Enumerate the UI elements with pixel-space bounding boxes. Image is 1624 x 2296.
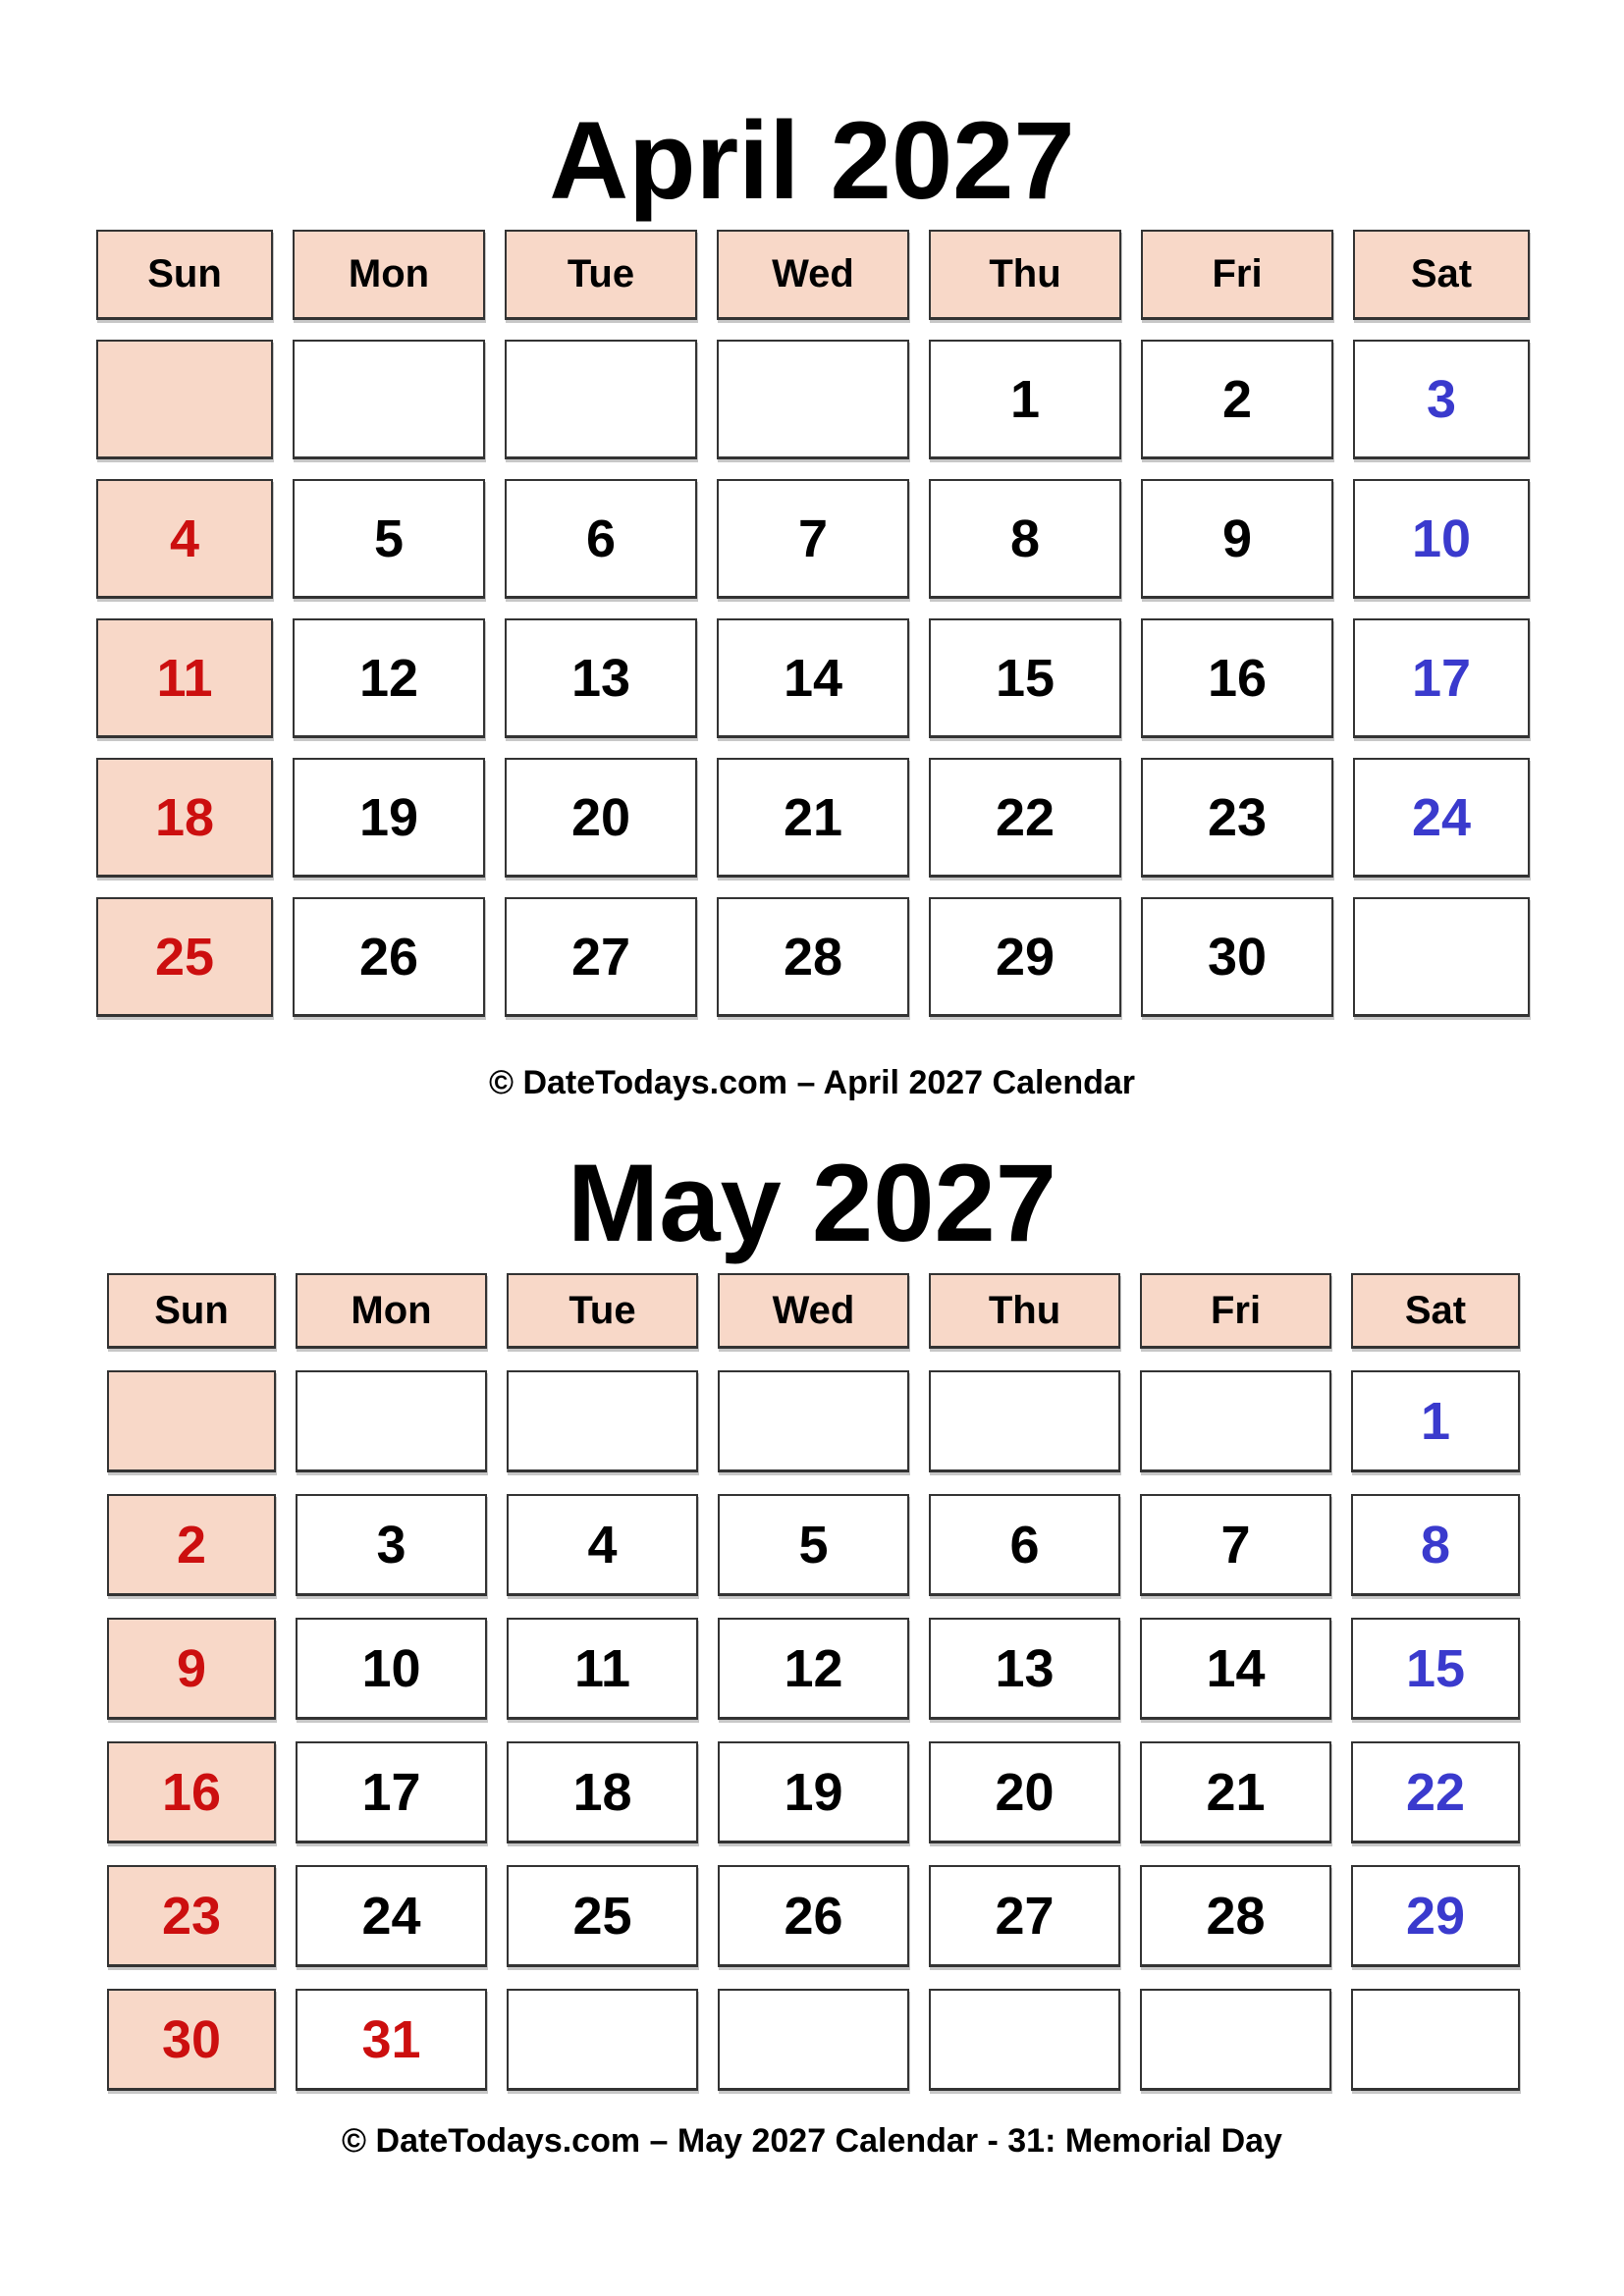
day-number: 12 bbox=[784, 1638, 843, 1698]
empty-day-cell bbox=[1140, 1370, 1331, 1472]
day-cell-10 bbox=[1353, 479, 1530, 599]
empty-day-cell bbox=[929, 1370, 1120, 1472]
day-number: 9 bbox=[176, 1638, 207, 1698]
day-number: 1 bbox=[1009, 369, 1041, 429]
day-number: 11 bbox=[156, 648, 213, 708]
day-header-label: Wed bbox=[772, 252, 854, 295]
day-number: 14 bbox=[1206, 1638, 1266, 1698]
day-number: 8 bbox=[1420, 1515, 1451, 1575]
day-number: 17 bbox=[1411, 648, 1472, 708]
day-cell-5 bbox=[293, 479, 485, 599]
day-number: 6 bbox=[1009, 1515, 1040, 1575]
day-cell-2 bbox=[107, 1494, 276, 1596]
day-cell-14 bbox=[1140, 1618, 1331, 1720]
day-number: 22 bbox=[1405, 1762, 1466, 1822]
day-cell-19 bbox=[718, 1741, 909, 1843]
day-number: 28 bbox=[1206, 1886, 1266, 1946]
day-number: 25 bbox=[154, 927, 215, 987]
day-number: 19 bbox=[358, 787, 419, 847]
day-cell-2 bbox=[1141, 340, 1333, 459]
day-header-sun bbox=[96, 230, 273, 320]
day-number: 1 bbox=[1420, 1391, 1451, 1451]
day-cell-28 bbox=[717, 897, 909, 1017]
day-cell-23 bbox=[107, 1865, 276, 1967]
day-cell-29 bbox=[929, 897, 1121, 1017]
day-cell-9 bbox=[1141, 479, 1333, 599]
day-cell-3 bbox=[296, 1494, 487, 1596]
empty-day-cell bbox=[107, 1370, 276, 1472]
day-number: 2 bbox=[176, 1515, 207, 1575]
day-number: 16 bbox=[161, 1762, 222, 1822]
day-cell-30 bbox=[107, 1989, 276, 2091]
day-cell-23 bbox=[1141, 758, 1333, 878]
empty-day-cell bbox=[717, 340, 909, 459]
day-cell-25 bbox=[96, 897, 273, 1017]
day-number: 14 bbox=[783, 648, 843, 708]
day-cell-17 bbox=[1353, 618, 1530, 738]
day-number: 30 bbox=[1207, 927, 1268, 987]
day-header-label: Sun bbox=[147, 252, 222, 295]
empty-day-cell bbox=[507, 1989, 698, 2091]
day-header-wed bbox=[717, 230, 909, 320]
day-cell-12 bbox=[718, 1618, 909, 1720]
day-cell-4 bbox=[96, 479, 273, 599]
day-number: 11 bbox=[573, 1638, 631, 1698]
day-cell-24 bbox=[1353, 758, 1530, 878]
day-header-label: Wed bbox=[772, 1288, 855, 1332]
day-number: 15 bbox=[995, 648, 1056, 708]
month-title-april: April 2027 bbox=[549, 99, 1075, 222]
day-cell-4 bbox=[507, 1494, 698, 1596]
day-number: 4 bbox=[587, 1515, 618, 1575]
day-cell-18 bbox=[96, 758, 273, 878]
day-cell-22 bbox=[929, 758, 1121, 878]
day-number: 21 bbox=[783, 787, 843, 847]
day-number: 26 bbox=[784, 1886, 843, 1946]
day-number: 24 bbox=[361, 1886, 421, 1946]
day-number: 22 bbox=[995, 787, 1056, 847]
day-header-tue bbox=[507, 1273, 698, 1349]
day-header-tue bbox=[505, 230, 697, 320]
day-header-sun bbox=[107, 1273, 276, 1349]
day-header-label: Sun bbox=[154, 1288, 229, 1332]
empty-day-cell bbox=[1353, 897, 1530, 1017]
day-number: 18 bbox=[572, 1762, 632, 1822]
day-number: 26 bbox=[358, 927, 419, 987]
copyright-footer-april: © DateTodays.com – April 2027 Calendar bbox=[488, 1064, 1136, 1101]
day-header-label: Fri bbox=[1210, 1288, 1262, 1332]
day-cell-16 bbox=[1141, 618, 1333, 738]
day-header-label: Thu bbox=[988, 1288, 1061, 1332]
day-cell-3 bbox=[1353, 340, 1530, 459]
day-number: 20 bbox=[995, 1762, 1055, 1822]
day-number: 3 bbox=[376, 1515, 406, 1575]
day-number: 12 bbox=[358, 648, 419, 708]
day-number: 7 bbox=[1220, 1515, 1251, 1575]
day-number: 21 bbox=[1206, 1762, 1266, 1822]
day-number: 10 bbox=[1411, 508, 1472, 568]
day-number: 5 bbox=[798, 1515, 829, 1575]
day-header-mon bbox=[293, 230, 485, 320]
day-cell-27 bbox=[929, 1865, 1120, 1967]
day-number: 20 bbox=[570, 787, 631, 847]
day-cell-7 bbox=[717, 479, 909, 599]
day-number: 16 bbox=[1207, 648, 1268, 708]
day-number: 2 bbox=[1221, 369, 1253, 429]
calendar-grid-may bbox=[107, 1273, 1520, 2091]
day-cell-22 bbox=[1351, 1741, 1520, 1843]
empty-day-cell bbox=[718, 1989, 909, 2091]
day-header-label: Thu bbox=[989, 252, 1061, 295]
empty-day-cell bbox=[293, 340, 485, 459]
empty-day-cell bbox=[1140, 1989, 1331, 2091]
day-cell-21 bbox=[717, 758, 909, 878]
day-cell-13 bbox=[929, 1618, 1120, 1720]
day-number: 4 bbox=[169, 508, 200, 568]
day-number: 5 bbox=[373, 508, 405, 568]
day-number: 8 bbox=[1009, 508, 1041, 568]
day-cell-6 bbox=[505, 479, 697, 599]
day-cell-26 bbox=[718, 1865, 909, 1967]
empty-day-cell bbox=[929, 1989, 1120, 2091]
day-cell-11 bbox=[96, 618, 273, 738]
day-header-label: Mon bbox=[348, 252, 430, 295]
day-header-label: Tue bbox=[567, 252, 635, 295]
day-number: 30 bbox=[161, 2009, 222, 2069]
day-cell-12 bbox=[293, 618, 485, 738]
day-number: 29 bbox=[1405, 1886, 1466, 1946]
day-number: 6 bbox=[585, 508, 617, 568]
day-cell-31 bbox=[296, 1989, 487, 2091]
day-cell-8 bbox=[1351, 1494, 1520, 1596]
day-number: 15 bbox=[1405, 1638, 1466, 1698]
day-cell-17 bbox=[296, 1741, 487, 1843]
calendar-grid-april bbox=[96, 230, 1530, 1017]
day-header-label: Sat bbox=[1404, 1288, 1467, 1332]
day-cell-24 bbox=[296, 1865, 487, 1967]
day-cell-16 bbox=[107, 1741, 276, 1843]
day-cell-15 bbox=[929, 618, 1121, 738]
day-cell-15 bbox=[1351, 1618, 1520, 1720]
day-cell-1 bbox=[929, 340, 1121, 459]
day-header-sat bbox=[1351, 1273, 1520, 1349]
day-cell-27 bbox=[505, 897, 697, 1017]
day-cell-11 bbox=[507, 1618, 698, 1720]
day-number: 13 bbox=[995, 1638, 1055, 1698]
day-cell-26 bbox=[293, 897, 485, 1017]
day-header-label: Mon bbox=[351, 1288, 432, 1332]
day-cell-20 bbox=[929, 1741, 1120, 1843]
day-cell-7 bbox=[1140, 1494, 1331, 1596]
day-number: 23 bbox=[161, 1886, 222, 1946]
day-number: 31 bbox=[361, 2009, 421, 2069]
empty-day-cell bbox=[505, 340, 697, 459]
day-number: 7 bbox=[797, 508, 829, 568]
empty-day-cell bbox=[718, 1370, 909, 1472]
empty-day-cell bbox=[1351, 1989, 1520, 2091]
copyright-footer-may: © DateTodays.com – May 2027 Calendar - 31: Memorial Day bbox=[342, 2122, 1282, 2160]
day-cell-9 bbox=[107, 1618, 276, 1720]
day-number: 25 bbox=[572, 1886, 632, 1946]
day-header-label: Sat bbox=[1410, 252, 1473, 295]
day-cell-20 bbox=[505, 758, 697, 878]
day-cell-25 bbox=[507, 1865, 698, 1967]
day-header-sat bbox=[1353, 230, 1530, 320]
day-number: 27 bbox=[995, 1886, 1055, 1946]
day-number: 18 bbox=[154, 787, 215, 847]
day-header-fri bbox=[1141, 230, 1333, 320]
month-title-may: May 2027 bbox=[567, 1142, 1057, 1264]
day-header-wed bbox=[718, 1273, 909, 1349]
day-cell-14 bbox=[717, 618, 909, 738]
day-cell-8 bbox=[929, 479, 1121, 599]
day-cell-28 bbox=[1140, 1865, 1331, 1967]
day-cell-29 bbox=[1351, 1865, 1520, 1967]
empty-day-cell bbox=[507, 1370, 698, 1472]
day-number: 29 bbox=[995, 927, 1056, 987]
day-number: 3 bbox=[1426, 369, 1457, 429]
day-number: 10 bbox=[361, 1638, 421, 1698]
day-cell-6 bbox=[929, 1494, 1120, 1596]
day-number: 13 bbox=[570, 648, 631, 708]
day-number: 23 bbox=[1207, 787, 1268, 847]
day-number: 27 bbox=[570, 927, 631, 987]
day-number: 28 bbox=[783, 927, 843, 987]
day-header-label: Fri bbox=[1212, 252, 1263, 295]
day-cell-30 bbox=[1141, 897, 1333, 1017]
day-cell-13 bbox=[505, 618, 697, 738]
day-number: 24 bbox=[1411, 787, 1472, 847]
day-header-thu bbox=[929, 1273, 1120, 1349]
day-cell-18 bbox=[507, 1741, 698, 1843]
day-number: 19 bbox=[784, 1762, 843, 1822]
day-cell-5 bbox=[718, 1494, 909, 1596]
day-cell-10 bbox=[296, 1618, 487, 1720]
day-number: 17 bbox=[361, 1762, 421, 1822]
day-number: 9 bbox=[1221, 508, 1253, 568]
empty-day-cell bbox=[296, 1370, 487, 1472]
day-header-thu bbox=[929, 230, 1121, 320]
day-cell-1 bbox=[1351, 1370, 1520, 1472]
day-header-mon bbox=[296, 1273, 487, 1349]
day-header-label: Tue bbox=[568, 1288, 636, 1332]
day-cell-21 bbox=[1140, 1741, 1331, 1843]
day-cell-19 bbox=[293, 758, 485, 878]
day-header-fri bbox=[1140, 1273, 1331, 1349]
empty-day-cell bbox=[96, 340, 273, 459]
